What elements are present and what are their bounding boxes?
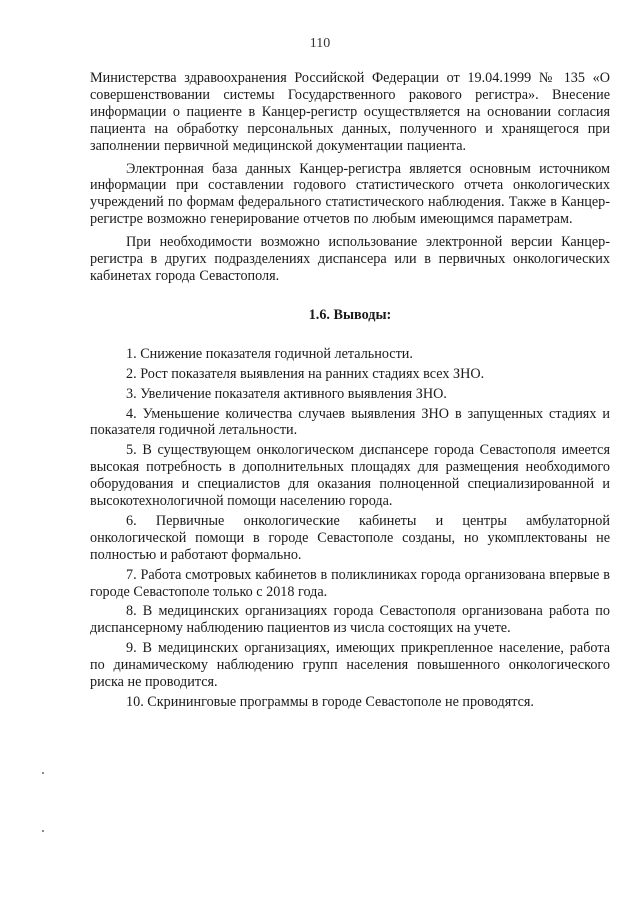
scan-speck bbox=[42, 772, 44, 774]
list-item: 7. Работа смотровых кабинетов в поликлиниках города организована впервые в городе Севастополе только с 2018 года. bbox=[90, 566, 610, 600]
list-item: 8. В медицинских организациях города Севастополя организована работа по диспансерному наблюдению пациентов из числа состоящих на учете. bbox=[90, 603, 610, 637]
scan-speck bbox=[42, 830, 44, 832]
list-item: 6. Первичные онкологические кабинеты и центры амбулаторной онкологической помощи в городе Севастополе созданы, но укомплектованы не полностью и работают формально. bbox=[90, 512, 610, 563]
list-item: 4. Уменьшение количества случаев выявления ЗНО в запущенных стадиях и показателя годичной летальности. bbox=[90, 405, 610, 439]
paragraph-electronic-database: Электронная база данных Канцер-регистра является основным источником информации при составлении годового статистического отчета онкологических учреждений по формам федерального статистического наблюдения. Также в Канцер-регистре возможно генерирование отчетов по любым имеющимся параметрам. bbox=[90, 160, 610, 228]
list-item: 9. В медицинских организациях, имеющих прикрепленное население, работа по динамическому наблюдению групп населения повышенного онкологического риска не проводится. bbox=[90, 640, 610, 691]
page-number: 110 bbox=[309, 36, 331, 51]
list-item: 3. Увеличение показателя активного выявления ЗНО. bbox=[126, 385, 447, 402]
conclusions-list bbox=[90, 346, 610, 711]
section-heading: 1.6. Выводы: bbox=[308, 306, 392, 323]
list-item: 5. В существующем онкологическом диспансере города Севастополя имеется высокая потребность в дополнительных площадях для размещения необходимого оборудования и специалистов для оказания полноценной специализированной и высокотехнологичной помощи населению города. bbox=[90, 442, 610, 510]
list-item: 1. Снижение показателя годичной летальности. bbox=[126, 345, 413, 362]
list-item: 2. Рост показателя выявления на ранних стадиях всех ЗНО. bbox=[126, 365, 485, 382]
list-item: 10. Скрининговые программы в городе Севастополе не проводятся. bbox=[126, 694, 534, 710]
paragraph-electronic-version: При необходимости возможно использование электронной версии Канцер-регистра в других подразделениях диспансера или в первичных онкологических кабинетах города Севастополя. bbox=[90, 234, 610, 284]
paragraph-registry-order: Министерства здравоохранения Российской Федерации от 19.04.1999 № 135 «О совершенствовании системы Государственного ракового регистра». Внесение информации о пациенте в Канцер-регистр осуществляется на основании согласия пациента на обработку персональных данных, полученного и хранящегося при заполнении первичной медицинской документации пациента. bbox=[90, 70, 610, 154]
document-body bbox=[90, 70, 610, 714]
